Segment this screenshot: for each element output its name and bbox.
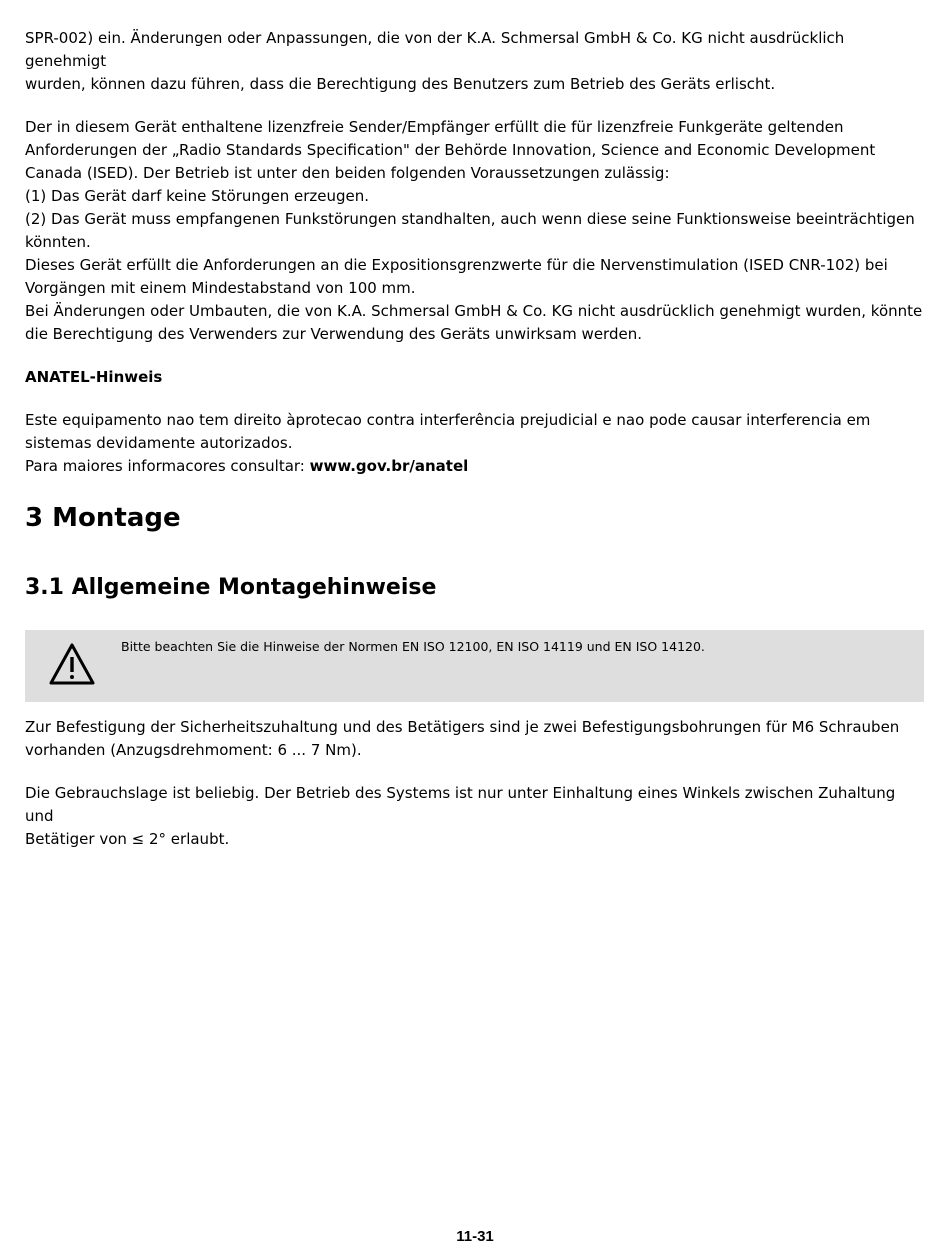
text-line: Vorgängen mit einem Mindestabstand von 100 mm. — [25, 279, 416, 297]
text-line: Betätiger von ≤ 2° erlaubt. — [25, 830, 230, 848]
text-line: Canada (ISED). Der Betrieb ist unter den beiden folgenden Voraussetzungen zulässig: — [25, 164, 670, 182]
warning-triangle-icon — [49, 642, 95, 686]
text-line: (2) Das Gerät muss empfangenen Funkstörungen standhalten, auch wenn diese seine Funktionsweise beeinträchtigen — [25, 210, 915, 228]
text-line: Dieses Gerät erfüllt die Anforderungen an die Expositionsgrenzwerte für die Nervenstimulation (ISED CNR-102) bei — [25, 256, 888, 274]
subsection-title: 3.1 Allgemeine Montagehinweise — [25, 575, 437, 600]
mounting-paragraph-2 — [25, 782, 925, 851]
warning-note-box — [25, 630, 924, 702]
text-line: Zur Befestigung der Sicherheitszuhaltung und des Betätigers sind je zwei Befestigungsbohrungen für M6 Schrauben — [25, 718, 900, 736]
text-line: vorhanden (Anzugsdrehmoment: 6 ... 7 Nm). — [25, 741, 362, 759]
text-line: Este equipamento nao tem direito àprotecao contra interferência prejudicial e nao pode causar interferencia em — [25, 411, 871, 429]
anatel-paragraph — [25, 409, 925, 478]
anatel-link[interactable]: www.gov.br/anatel — [309, 457, 469, 475]
ised-paragraph — [25, 116, 925, 346]
anatel-link-line — [25, 455, 925, 478]
text-line: wurden, können dazu führen, dass die Berechtigung des Benutzers zum Betrieb des Geräts erlischt. — [25, 75, 776, 93]
text-line: SPR-002) ein. Änderungen oder Anpassungen, die von der K.A. Schmersal GmbH & Co. KG nicht ausdrücklich genehmigt — [25, 29, 845, 70]
anatel-heading: ANATEL-Hinweis — [25, 368, 163, 386]
page-number: 11-31 — [456, 1228, 494, 1245]
text-line: könnten. — [25, 233, 91, 251]
intro-paragraph — [25, 27, 925, 96]
text-line: (1) Das Gerät darf keine Störungen erzeugen. — [25, 187, 369, 205]
warning-note-text: Bitte beachten Sie die Hinweise der Normen EN ISO 12100, EN ISO 14119 und EN ISO 14120. — [121, 639, 705, 654]
text-line: Die Gebrauchslage ist beliebig. Der Betrieb des Systems ist nur unter Einhaltung eines Winkels zwischen Zuhaltung und — [25, 784, 896, 825]
text-line: die Berechtigung des Verwenders zur Verwendung des Geräts unwirksam werden. — [25, 325, 642, 343]
chapter-title: 3 Montage — [25, 503, 181, 533]
text-line: Anforderungen der „Radio Standards Specification" der Behörde Innovation, Science and Economic Development — [25, 141, 876, 159]
mounting-paragraph-1 — [25, 716, 925, 762]
text-line: sistemas devidamente autorizados. — [25, 434, 293, 452]
document-page — [25, 27, 925, 871]
text-line: Bei Änderungen oder Umbauten, die von K.A. Schmersal GmbH & Co. KG nicht ausdrücklich genehmigt wurden, könnte — [25, 302, 923, 320]
text-line: Der in diesem Gerät enthaltene lizenzfreie Sender/Empfänger erfüllt die für lizenzfreie Funkgeräte geltenden — [25, 118, 844, 136]
link-prefix: Para maiores informacores consultar: — [25, 457, 310, 475]
